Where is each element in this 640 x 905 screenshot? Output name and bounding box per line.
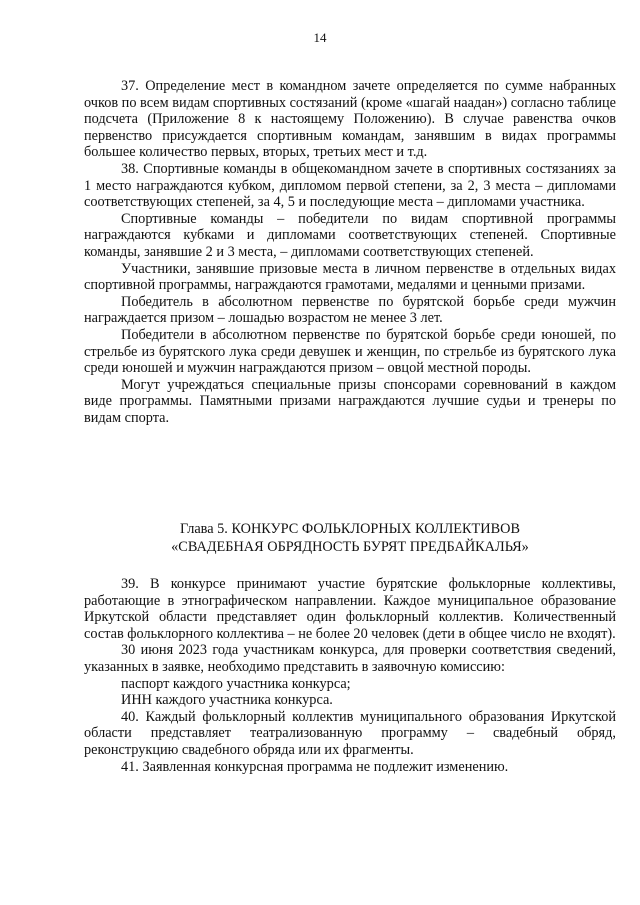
page-number: 14 [313,30,327,45]
paragraph-individual-winners: Участники, занявшие призовые места в личном первенстве в отдельных видах спортивной программы, награждаются грамотами, медалями и ценными призами. [84,260,616,294]
paragraph-special-prizes: Могут учреждаться специальные призы спонсорами соревнований в каждом виде программы. Памятными призами награждаются лучшие судьи и тренеры по видам спорта. [84,376,616,426]
chapter-title-line-2: «СВАДЕБНАЯ ОБРЯДНОСТЬ БУРЯТ ПРЕДБАЙКАЛЬЯ» [171,539,529,555]
paragraph-team-winners: Спортивные команды – победители по видам спортивной программы награждаются кубками и дипломами соответствующих степеней. Спортивные команды, занявшие 2 и 3 места, – дипломами соответствующих степеней. [84,210,616,260]
paragraph-37: 37. Определение мест в командном зачете определяется по сумме набранных очков по всем видам спортивных состязаний (кроме «шагай наадан») согласно таблице подсчета (Приложение 8 к настоящему Положению). В случае равенства очков первенство присуждается спортивным командам, занявшим в видах программы большее количество первых, вторых, третьих мест и т.д. [84,78,616,161]
paragraph-38: 38. Спортивные команды в общекомандном зачете в спортивных состязаниях за 1 место награждаются кубком, дипломом первой степени, за 2, 3 места – дипломами соответствующих степеней, за 4, 5 и последующие места – дипломами участника. [84,160,616,211]
section-awards [84,78,616,426]
chapter-title-line-1: Глава 5. КОНКУРС ФОЛЬКЛОРНЫХ КОЛЛЕКТИВОВ [180,521,520,537]
chapter-heading [84,520,616,556]
paragraph-40: 40. Каждый фольклорный коллектив муниципального образования Иркутской области представляет театрализованную программу – свадебный обряд, реконструкцию свадебного обряда или их фрагменты. [84,708,616,758]
paragraph-deadline: 30 июня 2023 года участникам конкурса, для проверки соответствия сведений, указанных в заявке, необходимо представить в заявочную комиссию: [84,642,616,675]
list-item-inn: ИНН каждого участника конкурса. [121,692,333,709]
list-item-passport: паспорт каждого участника конкурса; [121,675,351,692]
paragraph-wrestling-men-prize: Победитель в абсолютном первенстве по бурятской борьбе среди мужчин награждается призом – лошадью возрастом не менее 3 лет. [84,293,616,327]
paragraph-41: 41. Заявленная конкурсная программа не подлежит изменению. [121,758,509,775]
section-folklore-contest [84,576,616,775]
paragraph-39: 39. В конкурсе принимают участие бурятские фольклорные коллективы, работающие в этнографическом направлении. Каждое муниципальное образование Иркутской области представляет один фольклорный коллектив. Количественный состав фольклорного коллектива – не более 20 человек (дети в общее число не входят). [84,576,616,642]
paragraph-youth-archery-prize: Победители в абсолютном первенстве по бурятской борьбе среди юношей, по стрельбе из бурятского лука среди девушек и женщин, по стрельбе из бурятского лука среди юношей и мужчин награждаются призом – овцой местной породы. [84,326,616,377]
